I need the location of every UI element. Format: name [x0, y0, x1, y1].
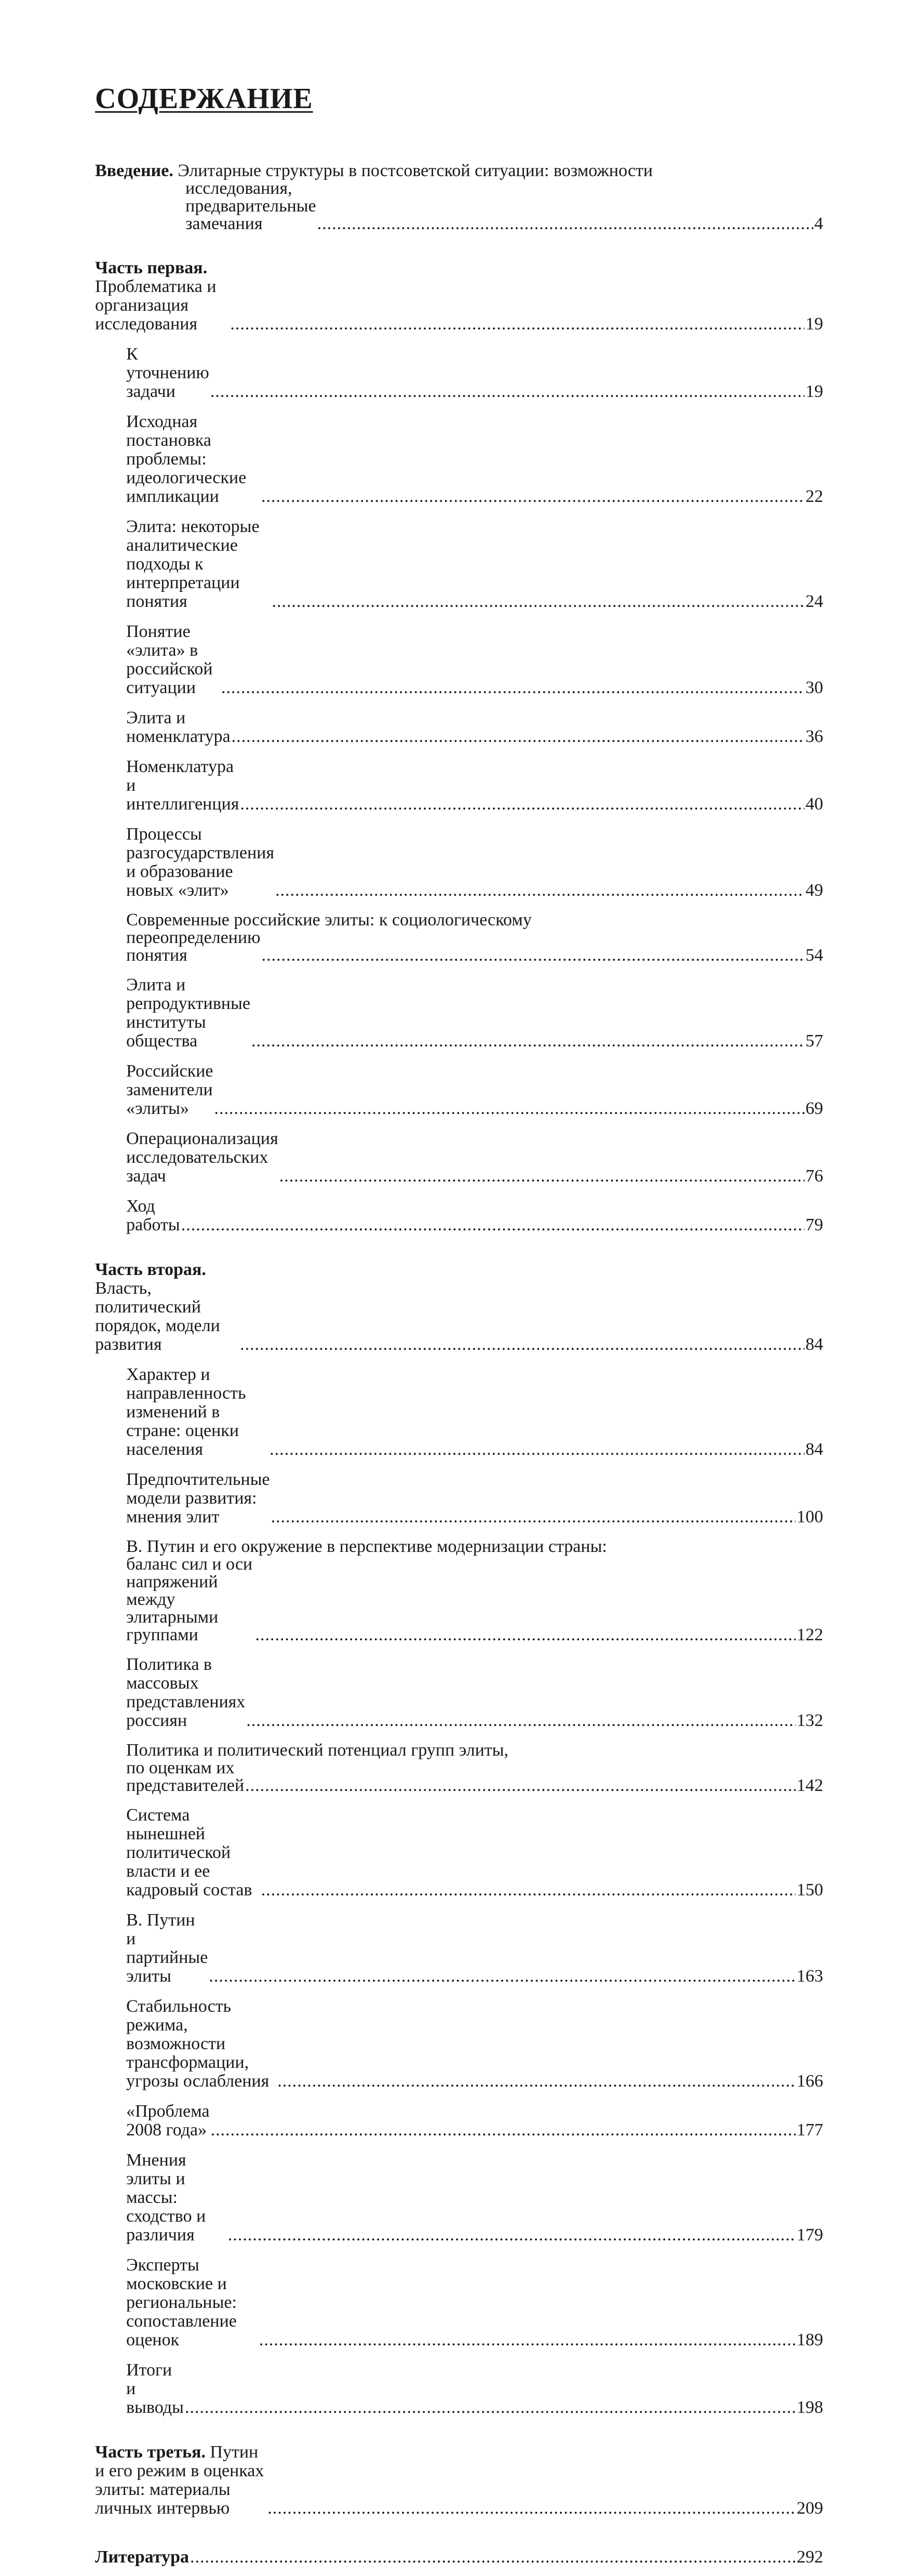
page-number: 19	[805, 314, 823, 334]
toc-entry[interactable]	[95, 413, 823, 506]
entry-title-line1: В. Путин и его окружение в перспективе модернизации страны:	[126, 1536, 607, 1556]
entry-title: Процессы разгосударствления и образование новых «элит»	[126, 824, 274, 900]
part3-title: Путин и его режим в оценках элиты: материалы личных интервью	[95, 2442, 264, 2518]
entry-title: «Проблема 2008 года»	[126, 2101, 210, 2140]
toc-entry[interactable]	[95, 758, 823, 814]
page-number: 142	[797, 1775, 823, 1795]
page-number: 30	[805, 678, 823, 697]
part1-title: Проблематика и организация исследования	[95, 276, 217, 334]
leader-dots	[185, 2398, 796, 2417]
leader-dots	[221, 679, 804, 697]
leader-dots	[261, 1881, 796, 1900]
page-number: 4	[814, 214, 823, 233]
leader-dots	[210, 2121, 796, 2140]
page-title: СОДЕРЖАНИЕ	[95, 83, 313, 115]
toc-entry[interactable]	[95, 517, 823, 611]
page-number: 36	[805, 726, 823, 746]
leader-dots	[261, 947, 804, 964]
leader-dots	[209, 1967, 796, 1986]
toc-entry[interactable]	[95, 2361, 823, 2417]
toc-entry[interactable]	[95, 2256, 823, 2349]
toc-page	[95, 83, 823, 2576]
page-number: 49	[805, 880, 823, 900]
page-number: 24	[805, 591, 823, 611]
toc-entry[interactable]	[95, 1997, 823, 2091]
toc-entry[interactable]	[95, 825, 823, 900]
entry-title: Стабильность режима, возможности трансформации, угрозы ослабления	[126, 1996, 270, 2091]
toc-entry-literature[interactable]	[95, 2548, 823, 2567]
intro-title-line2: исследования, предварительные замечания	[185, 178, 316, 233]
leader-dots	[214, 1099, 804, 1118]
toc-part1	[95, 259, 823, 1234]
entry-title: Предпочтительные модели развития: мнения элит	[126, 1469, 270, 1526]
page-number: 292	[797, 2547, 823, 2567]
toc-entry-part1[interactable]	[95, 259, 823, 334]
entry-title: Характер и направленность изменений в стране: оценки населения	[126, 1364, 246, 1459]
toc-intro	[95, 162, 823, 233]
toc-literature	[95, 2548, 823, 2567]
intro-label: Введение.	[95, 161, 173, 180]
page-number: 79	[805, 1215, 823, 1234]
page-number: 189	[797, 2330, 823, 2349]
leader-dots	[228, 2226, 796, 2245]
leader-dots	[190, 2548, 796, 2567]
page-number: 84	[805, 1439, 823, 1459]
entry-title-line2: по оценкам их представителей	[126, 1758, 245, 1795]
page-number: 22	[805, 486, 823, 506]
page-number: 209	[797, 2498, 823, 2518]
toc-entry-part3[interactable]	[95, 2443, 823, 2518]
toc-entry[interactable]	[95, 911, 823, 964]
entry-title-line1: Политика и политический потенциал групп элиты,	[126, 1740, 508, 1760]
part1-label: Часть первая.	[95, 258, 208, 277]
leader-dots	[271, 1508, 796, 1526]
leader-dots	[246, 1711, 796, 1730]
leader-dots	[181, 1216, 804, 1234]
page-number: 163	[797, 1966, 823, 1986]
entry-title: Понятие «элита» в российской ситуации	[126, 621, 213, 697]
entry-title-line2: баланс сил и оси напряжений между элитарными группами	[126, 1554, 253, 1644]
toc-entry-intro[interactable]	[95, 162, 823, 233]
leader-dots	[232, 727, 804, 746]
entry-title: Исходная постановка проблемы: идеологические импликации	[126, 411, 247, 506]
literature-label: Литература	[95, 2547, 189, 2567]
leader-dots	[272, 592, 804, 611]
entry-title: Итоги и выводы	[126, 2360, 184, 2417]
page-number: 179	[797, 2225, 823, 2245]
toc-entry[interactable]	[95, 1365, 823, 1459]
toc-entry[interactable]	[95, 1911, 823, 1986]
part3-label: Часть третья.	[95, 2442, 206, 2462]
page-number: 19	[805, 381, 823, 401]
page-number: 100	[797, 1507, 823, 1526]
leader-dots	[240, 795, 804, 814]
page-number: 166	[797, 2071, 823, 2091]
leader-dots	[261, 487, 804, 506]
entry-title: Номенклатура и интеллигенция	[126, 756, 239, 814]
page-number: 84	[805, 1334, 823, 1354]
page-number: 198	[797, 2397, 823, 2417]
part2-title: Власть, политический порядок, модели развития	[95, 1278, 220, 1354]
leader-dots	[275, 881, 804, 900]
page-number: 177	[797, 2120, 823, 2140]
leader-dots	[251, 1032, 804, 1051]
entry-title: Мнения элиты и массы: сходство и различия	[126, 2150, 206, 2245]
toc-entry[interactable]	[95, 345, 823, 401]
leader-dots	[210, 382, 804, 401]
entry-title: К уточнению задачи	[126, 344, 209, 401]
entry-title: Система нынешней политической власти и ее кадровый состав	[126, 1805, 252, 1900]
entry-title: Эксперты московские и региональные: сопоставление оценок	[126, 2255, 237, 2349]
entry-title: Операционализация исследовательских задач	[126, 1128, 278, 1186]
page-number: 122	[797, 1625, 823, 1644]
toc-entry[interactable]	[95, 1538, 823, 1644]
entry-title: В. Путин и партийные элиты	[126, 1910, 208, 1986]
toc-part3	[95, 2443, 823, 2518]
page-number: 76	[805, 1166, 823, 1186]
toc-entry[interactable]	[95, 2102, 823, 2140]
leader-dots	[240, 1335, 804, 1354]
toc-entry[interactable]	[95, 622, 823, 697]
leader-dots	[277, 2072, 796, 2091]
toc-entry[interactable]	[95, 1806, 823, 1900]
page-number: 40	[805, 794, 823, 814]
toc-entry[interactable]	[95, 1062, 823, 1118]
leader-dots	[270, 1440, 804, 1459]
toc-entry[interactable]	[95, 1470, 823, 1526]
toc-entry[interactable]	[95, 709, 823, 746]
leader-dots	[255, 1626, 796, 1644]
leader-dots	[245, 1777, 796, 1795]
page-number: 150	[797, 1880, 823, 1900]
toc-entry[interactable]	[95, 1742, 823, 1795]
toc-entry[interactable]	[95, 2151, 823, 2245]
toc-entry-part2[interactable]	[95, 1260, 823, 1354]
entry-title-line1: Современные российские элиты: к социологическому	[126, 910, 532, 930]
entry-title-line2: переопределению понятия	[126, 927, 261, 965]
intro-title-line1: Элитарные структуры в постсоветской ситуации: возможности	[178, 161, 653, 180]
toc-entry[interactable]	[95, 1655, 823, 1730]
page-number: 57	[805, 1031, 823, 1051]
entry-title: Элита и номенклатура	[126, 708, 231, 746]
leader-dots	[259, 2331, 796, 2349]
entry-title: Российские заменители «элиты»	[126, 1061, 213, 1118]
part2-label: Часть вторая.	[95, 1259, 206, 1279]
toc-entry[interactable]	[95, 1197, 823, 1234]
entry-title: Элита: некоторые аналитические подходы к интерпретации понятия	[126, 516, 260, 611]
entry-title: Элита и репродуктивные институты общества	[126, 975, 250, 1051]
entry-title: Политика в массовых представлениях россиян	[126, 1654, 246, 1730]
leader-dots	[267, 2499, 796, 2518]
toc-entry[interactable]	[95, 976, 823, 1051]
entry-title: Ход работы	[126, 1196, 180, 1234]
page-number: 132	[797, 1710, 823, 1730]
toc-part2	[95, 1260, 823, 2417]
leader-dots	[279, 1167, 804, 1186]
page-number: 69	[805, 1098, 823, 1118]
toc-entry[interactable]	[95, 1130, 823, 1186]
page-number: 54	[805, 945, 823, 965]
leader-dots	[230, 315, 804, 334]
leader-dots	[317, 215, 813, 233]
